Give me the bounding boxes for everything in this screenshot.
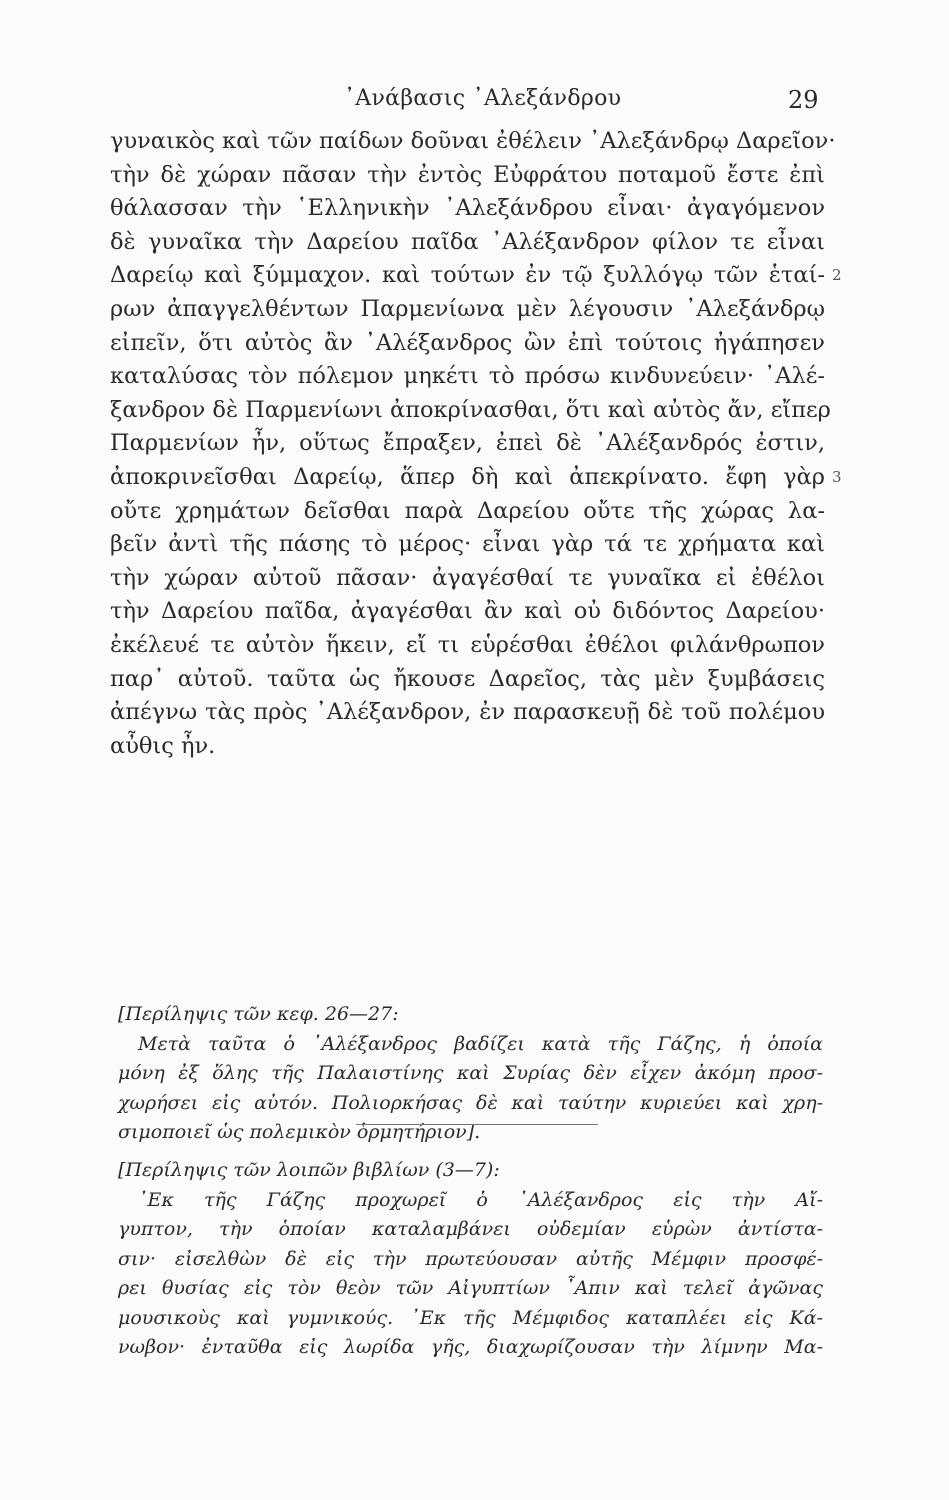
summary-line: μουσικοὺς καὶ γυμνικούς. ᾿Εκ τῆς Μέμφιδος καταπλέει εἰς Κά- [118, 1306, 823, 1329]
text-line-content: Δαρείῳ καὶ ξύμμαχον. καὶ τούτων ἐν τῷ ξυλλόγῳ τῶν ἑταί- [110, 262, 825, 289]
summary-line: ᾿Εκ τῆς Γάζης προχωρεῖ ὁ ᾿Αλέξανδρος εἰς τὴν Αἴ- [138, 1188, 823, 1211]
summary-line: νωβον· ἐνταῦθα εἰς λωρίδα γῆς, διαχωρίζουσαν τὴν λίμνην Μα- [118, 1336, 823, 1358]
text-line-content: ἀποκρινεῖσθαι Δαρείῳ, ἅπερ δὴ καὶ ἀπεκρίνατο. ἔφη γὰρ [110, 463, 825, 490]
page-number: 29 [788, 86, 819, 114]
text-line: καταλύσας τὸν πόλεμον μηκέτι τὸ πρόσω κινδυνεύειν· ᾿Αλέ- [110, 363, 825, 390]
text-line: ρων ἀπαγγελθέντων Παρμενίωνα μὲν λέγουσιν ᾿Αλεξάνδρῳ [110, 295, 825, 322]
text-line: θάλασσαν τὴν ῾Ελληνικὴν ᾿Αλεξάνδρου εἶναι· ἀγαγόμενον [110, 195, 825, 222]
text-line: ἀπέγνω τὰς πρὸς ᾿Αλέξανδρον, ἐν παρασκευῇ δὲ τοῦ πολέμου [110, 699, 825, 726]
summary-chapters-26-27 [118, 1000, 823, 1148]
section-number: 2 [832, 266, 842, 285]
text-line: εἰπεῖν, ὅτι αὐτὸς ἂν ᾿Αλέξανδρος ὢν ἐπὶ τούτοις ἠγάπησεν [110, 329, 825, 356]
text-line: τὴν χώραν αὐτοῦ πᾶσαν· ἀγαγέσθαί τε γυναῖκα εἰ ἐθέλοι [110, 564, 825, 591]
text-line [110, 259, 842, 293]
text-line: αὖθις ἦν. [110, 732, 216, 759]
text-line: οὔτε χρημάτων δεῖσθαι παρὰ Δαρείου οὔτε τῆς χώρας λα- [110, 497, 825, 524]
summary-heading: [Περίληψις τῶν κεφ. 26—27: [118, 1003, 399, 1025]
text-line: δὲ γυναῖκα τὴν Δαρείου παῖδα ᾿Αλέξανδρον φίλον τε εἶναι [110, 228, 825, 255]
text-line: ἐκέλευέ τε αὐτὸν ἥκειν, εἴ τι εὑρέσθαι ἐθέλοι φιλάνθρωπον [110, 631, 825, 658]
summary-line: μόνη ἐξ ὅλης τῆς Παλαιστίνης καὶ Συρίας δὲν εἶχεν ἀκόμη προσ- [118, 1062, 823, 1084]
text-line: γυναικὸς καὶ τῶν παίδων δοῦναι ἐθέλειν ᾿Αλεξάνδρῳ Δαρεῖον· [110, 128, 836, 154]
main-text [110, 125, 842, 763]
summary-heading: [Περίληψις τῶν λοιπῶν βιβλίων (3—7): [118, 1159, 500, 1181]
summary-line: Μετὰ ταῦτα ὁ ᾿Αλέξανδρος βαδίζει κατὰ τῆς Γάζης, ἡ ὁποία [138, 1032, 823, 1055]
page-header [0, 82, 949, 122]
summary-line: γυπτον, τὴν ὁποίαν καταλαμβάνει οὐδεμίαν εὑρὼν ἀντίστα- [118, 1218, 823, 1240]
text-line: Παρμενίων ἦν, οὕτως ἔπραξεν, ἐπεὶ δὲ ᾿Αλέξανδρός ἐστιν, [110, 430, 825, 457]
summary-line: χωρήσει εἰς αὐτόν. Πολιορκήσας δὲ καὶ ταύτην κυριεύει καὶ χρη- [118, 1091, 823, 1114]
text-line: ξανδρον δὲ Παρμενίωνι ἀποκρίνασθαι, ὅτι καὶ αὐτὸς ἄν, εἴπερ [110, 396, 831, 423]
section-divider [356, 1124, 598, 1125]
text-line: παρ᾿ αὐτοῦ. ταῦτα ὡς ἤκουσε Δαρεῖος, τὰς μὲν ξυμβάσεις [110, 665, 825, 692]
summary-line: σιμοποιεῖ ὡς πολεμικὸν ὁρμητήριον]. [118, 1121, 481, 1143]
text-line: τὴν δὲ χώραν πᾶσαν τὴν ἐντὸς Εὐφράτου ποταμοῦ ἔστε ἐπὶ [110, 161, 825, 188]
running-title: ᾿Ανάβασις ᾿Αλεξάνδρου [344, 86, 622, 111]
text-line: βεῖν ἀντὶ τῆς πάσης τὸ μέρος· εἶναι γὰρ τά τε χρήματα καὶ [110, 531, 825, 558]
summary-books-3-7 [118, 1156, 823, 1363]
section-number: 3 [832, 467, 842, 486]
text-line: τὴν Δαρείου παῖδα, ἀγαγέσθαι ἂν καὶ οὐ διδόντος Δαρείου· [110, 598, 825, 625]
summary-line: σιν· εἰσελθὼν δὲ εἰς τὴν πρωτεύουσαν αὐτῆς Μέμφιν προσφέ- [118, 1247, 823, 1270]
text-line [110, 461, 842, 495]
summary-line: ρει θυσίας εἰς τὸν θεὸν τῶν Αἰγυπτίων ῏Απιν καὶ τελεῖ ἀγῶνας [118, 1277, 823, 1299]
